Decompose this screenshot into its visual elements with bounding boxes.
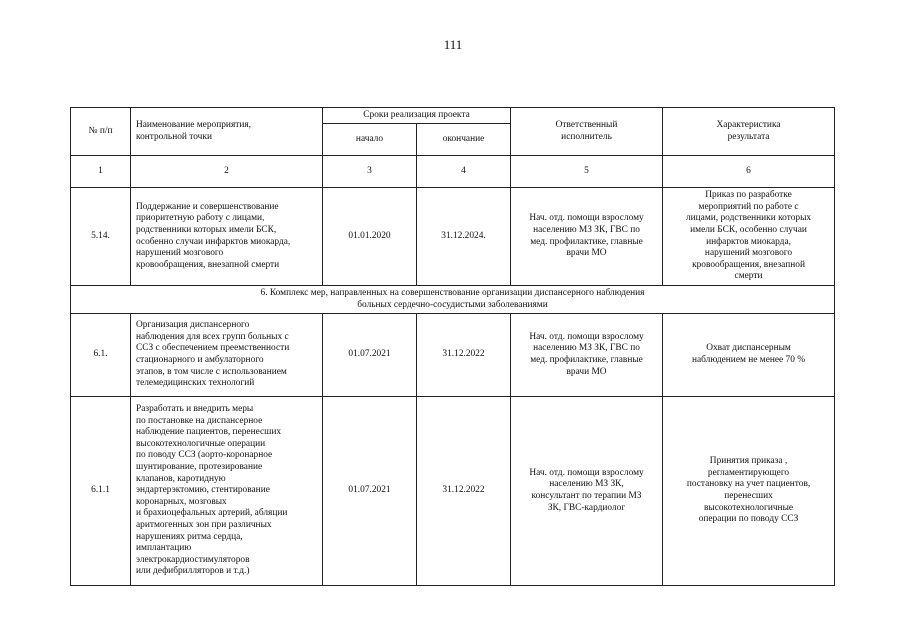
row-name: Организация диспансерного наблюдения для всех групп больных с ССЗ с обеспечением преемственности стационарного и амбулаторного этапов, в том числе с использованием телемедицинских технологий xyxy=(131,314,323,397)
col-number: 3 xyxy=(323,156,417,188)
project-plan-table xyxy=(70,107,835,586)
header-period: Сроки реализация проекта xyxy=(323,108,511,124)
column-numbers-row xyxy=(71,156,835,188)
table-row xyxy=(71,397,835,586)
row-start: 01.07.2021 xyxy=(323,314,417,397)
row-result: Приказ по разработке мероприятий по работе с лицами, родственники которых имели БСК, особенно случаи инфарктов миокарда, нарушений мозгового кровообращения, внезапной смерти xyxy=(663,188,835,286)
row-start: 01.07.2021 xyxy=(323,397,417,586)
row-responsible: Нач. отд. помощи взрослому населению МЗ ЗК, консультант по терапии МЗ ЗК, ГВС-кардиолог xyxy=(511,397,663,586)
header-responsible: Ответственный исполнитель xyxy=(511,108,663,156)
header-row xyxy=(71,108,835,124)
section-title: 6. Комплекс мер, направленных на совершенствование организации диспансерного наблюдения больных сердечно-сосудистыми заболеваниями xyxy=(71,286,835,314)
col-number: 4 xyxy=(417,156,511,188)
col-number: 2 xyxy=(131,156,323,188)
row-num: 6.1. xyxy=(71,314,131,397)
row-result: Принятия приказа , регламентирующего постановку на учет пациентов, перенесших высокотехнологичные операции по поводу ССЗ xyxy=(663,397,835,586)
row-name: Разработать и внедрить меры по постановке на диспансерное наблюдение пациентов, перенесших высокотехнологичные операции по поводу ССЗ (аорто-коронарное шунтирование, протезирование клапанов, каротидную эндартерэктомию, стентирование коронарных, мозговых и брахиоцефальных артерий, абляции аритмогенных зон при различных нарушениях ритма сердца, имплантацию электрокардиостимуляторов или дефибрилляторов и т.д.) xyxy=(131,397,323,586)
table-row xyxy=(71,314,835,397)
row-responsible: Нач. отд. помощи взрослому населению МЗ ЗК, ГВС по мед. профилактике, главные врачи МО xyxy=(511,314,663,397)
row-name: Поддержание и совершенствование приоритетную работу с лицами, родственники которых имели БСК, особенно случаи инфарктов миокарда, нарушений мозгового кровообращения, внезапной смерти xyxy=(131,188,323,286)
row-end: 31.12.2022 xyxy=(417,397,511,586)
col-number: 1 xyxy=(71,156,131,188)
section-row xyxy=(71,286,835,314)
row-num: 6.1.1 xyxy=(71,397,131,586)
col-number: 5 xyxy=(511,156,663,188)
col-number: 6 xyxy=(663,156,835,188)
row-responsible: Нач. отд. помощи взрослому населению МЗ ЗК, ГВС по мед. профилактике, главные врачи МО xyxy=(511,188,663,286)
row-end: 31.12.2024. xyxy=(417,188,511,286)
row-result: Охват диспансерным наблюдением не менее 70 % xyxy=(663,314,835,397)
header-num: № п/п xyxy=(71,108,131,156)
header-name: Наименование мероприятия, контрольной точки xyxy=(131,108,323,156)
row-start: 01.01.2020 xyxy=(323,188,417,286)
page-number: 111 xyxy=(443,37,463,52)
header-end: окончание xyxy=(417,124,511,156)
header-result: Характеристика результата xyxy=(663,108,835,156)
table-row xyxy=(71,188,835,286)
row-num: 5.14. xyxy=(71,188,131,286)
row-end: 31.12.2022 xyxy=(417,314,511,397)
header-start: начало xyxy=(323,124,417,156)
